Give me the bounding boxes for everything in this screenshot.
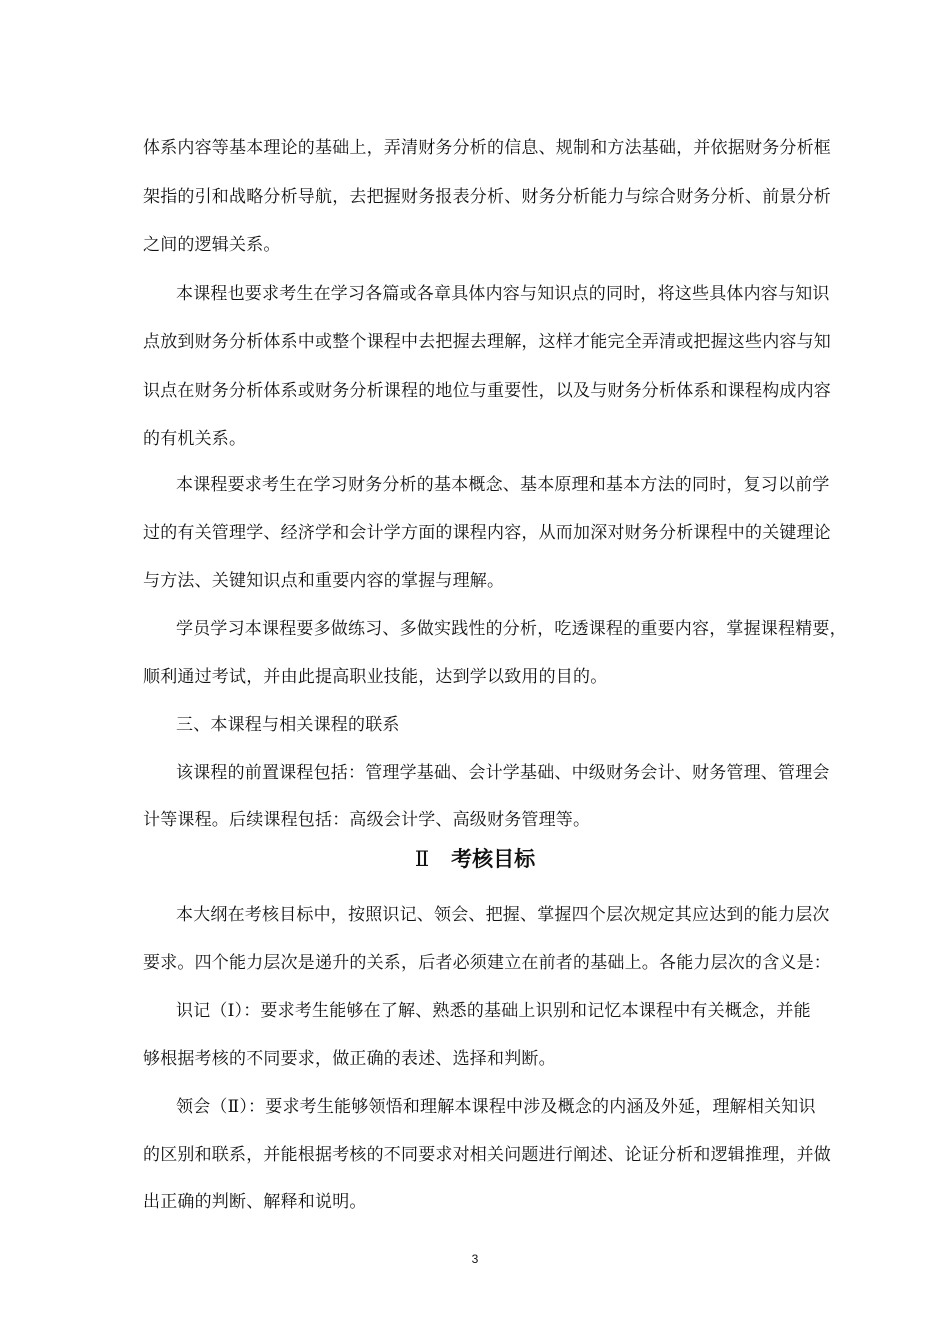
body-text-line: 本课程要求考生在学习财务分析的基本概念、基本原理和基本方法的同时，复习以前学 [176, 475, 830, 495]
body-text-line: 领会（Ⅱ）：要求考生能够领悟和理解本课程中涉及概念的内涵及外延，理解相关知识 [176, 1097, 816, 1117]
body-text-line: 计等课程。后续课程包括：高级会计学、高级财务管理等。 [143, 810, 591, 830]
body-text-line: 要求。四个能力层次是递升的关系，后者必须建立在前者的基础上。各能力层次的含义是： [143, 953, 831, 973]
body-text-line: 出正确的判断、解释和说明。 [143, 1192, 367, 1212]
section-title: 考核目标 [451, 847, 536, 871]
body-text-line: 的有机关系。 [143, 429, 247, 449]
page-number: 3 [471, 1252, 479, 1266]
body-text-line: 够根据考核的不同要求，做正确的表述、选择和判断。 [143, 1049, 556, 1069]
section-subheading: 三、本课程与相关课程的联系 [176, 715, 400, 735]
body-text-line: 该课程的前置课程包括：管理学基础、会计学基础、中级财务会计、财务管理、管理会 [176, 763, 830, 783]
body-text-line: 的区别和联系，并能根据考核的不同要求对相关问题进行阐述、论证分析和逻辑推理，并做 [143, 1145, 831, 1165]
body-text-line: 之间的逻辑关系。 [143, 235, 281, 255]
section-heading [0, 845, 950, 873]
body-text-line: 点放到财务分析体系中或整个课程中去把握去理解，这样才能完全弄清或把握这些内容与知 [143, 332, 831, 352]
body-text-line: 体系内容等基本理论的基础上，弄清财务分析的信息、规制和方法基础，并依据财务分析框 [143, 138, 831, 158]
body-text-line: 本大纲在考核目标中，按照识记、领会、把握、掌握四个层次规定其应达到的能力层次 [176, 905, 830, 925]
body-text-line: 过的有关管理学、经济学和会计学方面的课程内容，从而加深对财务分析课程中的关键理论 [143, 523, 831, 543]
body-text-line: 学员学习本课程要多做练习、多做实践性的分析，吃透课程的重要内容，掌握课程精要， [176, 619, 847, 639]
body-text-line: 识记（Ⅰ）：要求考生能够在了解、熟悉的基础上识别和记忆本课程中有关概念，并能 [176, 1001, 811, 1021]
body-text-line: 顺利通过考试，并由此提高职业技能，达到学以致用的目的。 [143, 667, 608, 687]
section-numeral: Ⅱ [414, 847, 430, 871]
body-text-line: 架指的引和战略分析导航，去把握财务报表分析、财务分析能力与综合财务分析、前景分析 [143, 187, 831, 207]
body-text-line: 识点在财务分析体系或财务分析课程的地位与重要性，以及与财务分析体系和课程构成内容 [143, 381, 831, 401]
body-text-line: 本课程也要求考生在学习各篇或各章具体内容与知识点的同时，将这些具体内容与知识 [176, 284, 830, 304]
body-text-line: 与方法、关键知识点和重要内容的掌握与理解。 [143, 571, 505, 591]
